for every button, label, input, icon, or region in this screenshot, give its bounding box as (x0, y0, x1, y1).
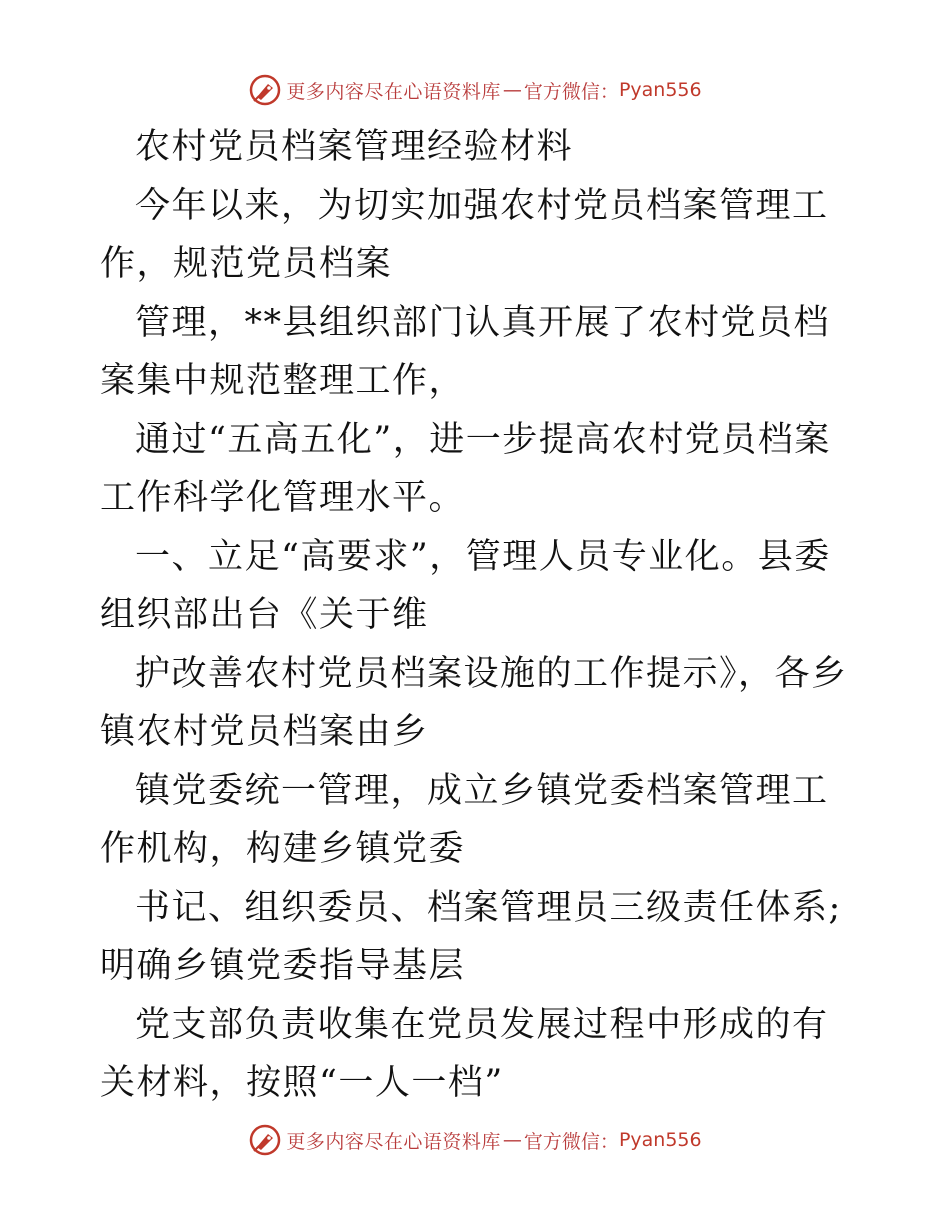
paragraph-line: 书记、组织委员、档案管理员三级责任体系;明确乡镇党委指导基层 (100, 887, 842, 986)
paragraph-line: 通过“五高五化”，进一步提高农村党员档案工作科学化管理水平。 (100, 419, 831, 518)
wechat-id: Pyan556 (618, 79, 702, 101)
banner-separator: — (502, 79, 522, 101)
paragraph-line: 今年以来，为切实加强农村党员档案管理工作，规范党员档案 (100, 185, 829, 284)
wechat-label: 官方微信： (523, 80, 619, 103)
pen-nib-logo-icon (248, 1123, 282, 1157)
footer-watermark-banner (0, 1118, 950, 1162)
paragraph-line: 一、立足“高要求”，管理人员专业化。县委组织部出台《关于维 (100, 536, 831, 635)
wechat-label: 官方微信： (523, 1130, 619, 1153)
document-title: 农村党员档案管理经验材料 (135, 127, 574, 167)
paragraph-line: 镇党委统一管理，成立乡镇党委档案管理工作机构，构建乡镇党委 (100, 770, 829, 869)
banner-separator: — (502, 1129, 522, 1151)
wechat-id: Pyan556 (618, 1129, 702, 1151)
paragraph-line: 管理，**县组织部门认真开展了农村党员档案集中规范整理工作， (100, 302, 831, 401)
brand-text: 更多内容尽在心语资料库 (286, 1130, 501, 1153)
paragraph-line: 护改善农村党员档案设施的工作提示》，各乡镇农村党员档案由乡 (100, 653, 848, 752)
brand-text: 更多内容尽在心语资料库 (286, 80, 501, 103)
paragraph-line: 党支部负责收集在党员发展过程中形成的有关材料，按照“一人一档” (100, 1004, 829, 1103)
pen-nib-logo-icon (248, 73, 282, 107)
header-watermark-banner (0, 68, 950, 112)
document-body (100, 118, 860, 1113)
